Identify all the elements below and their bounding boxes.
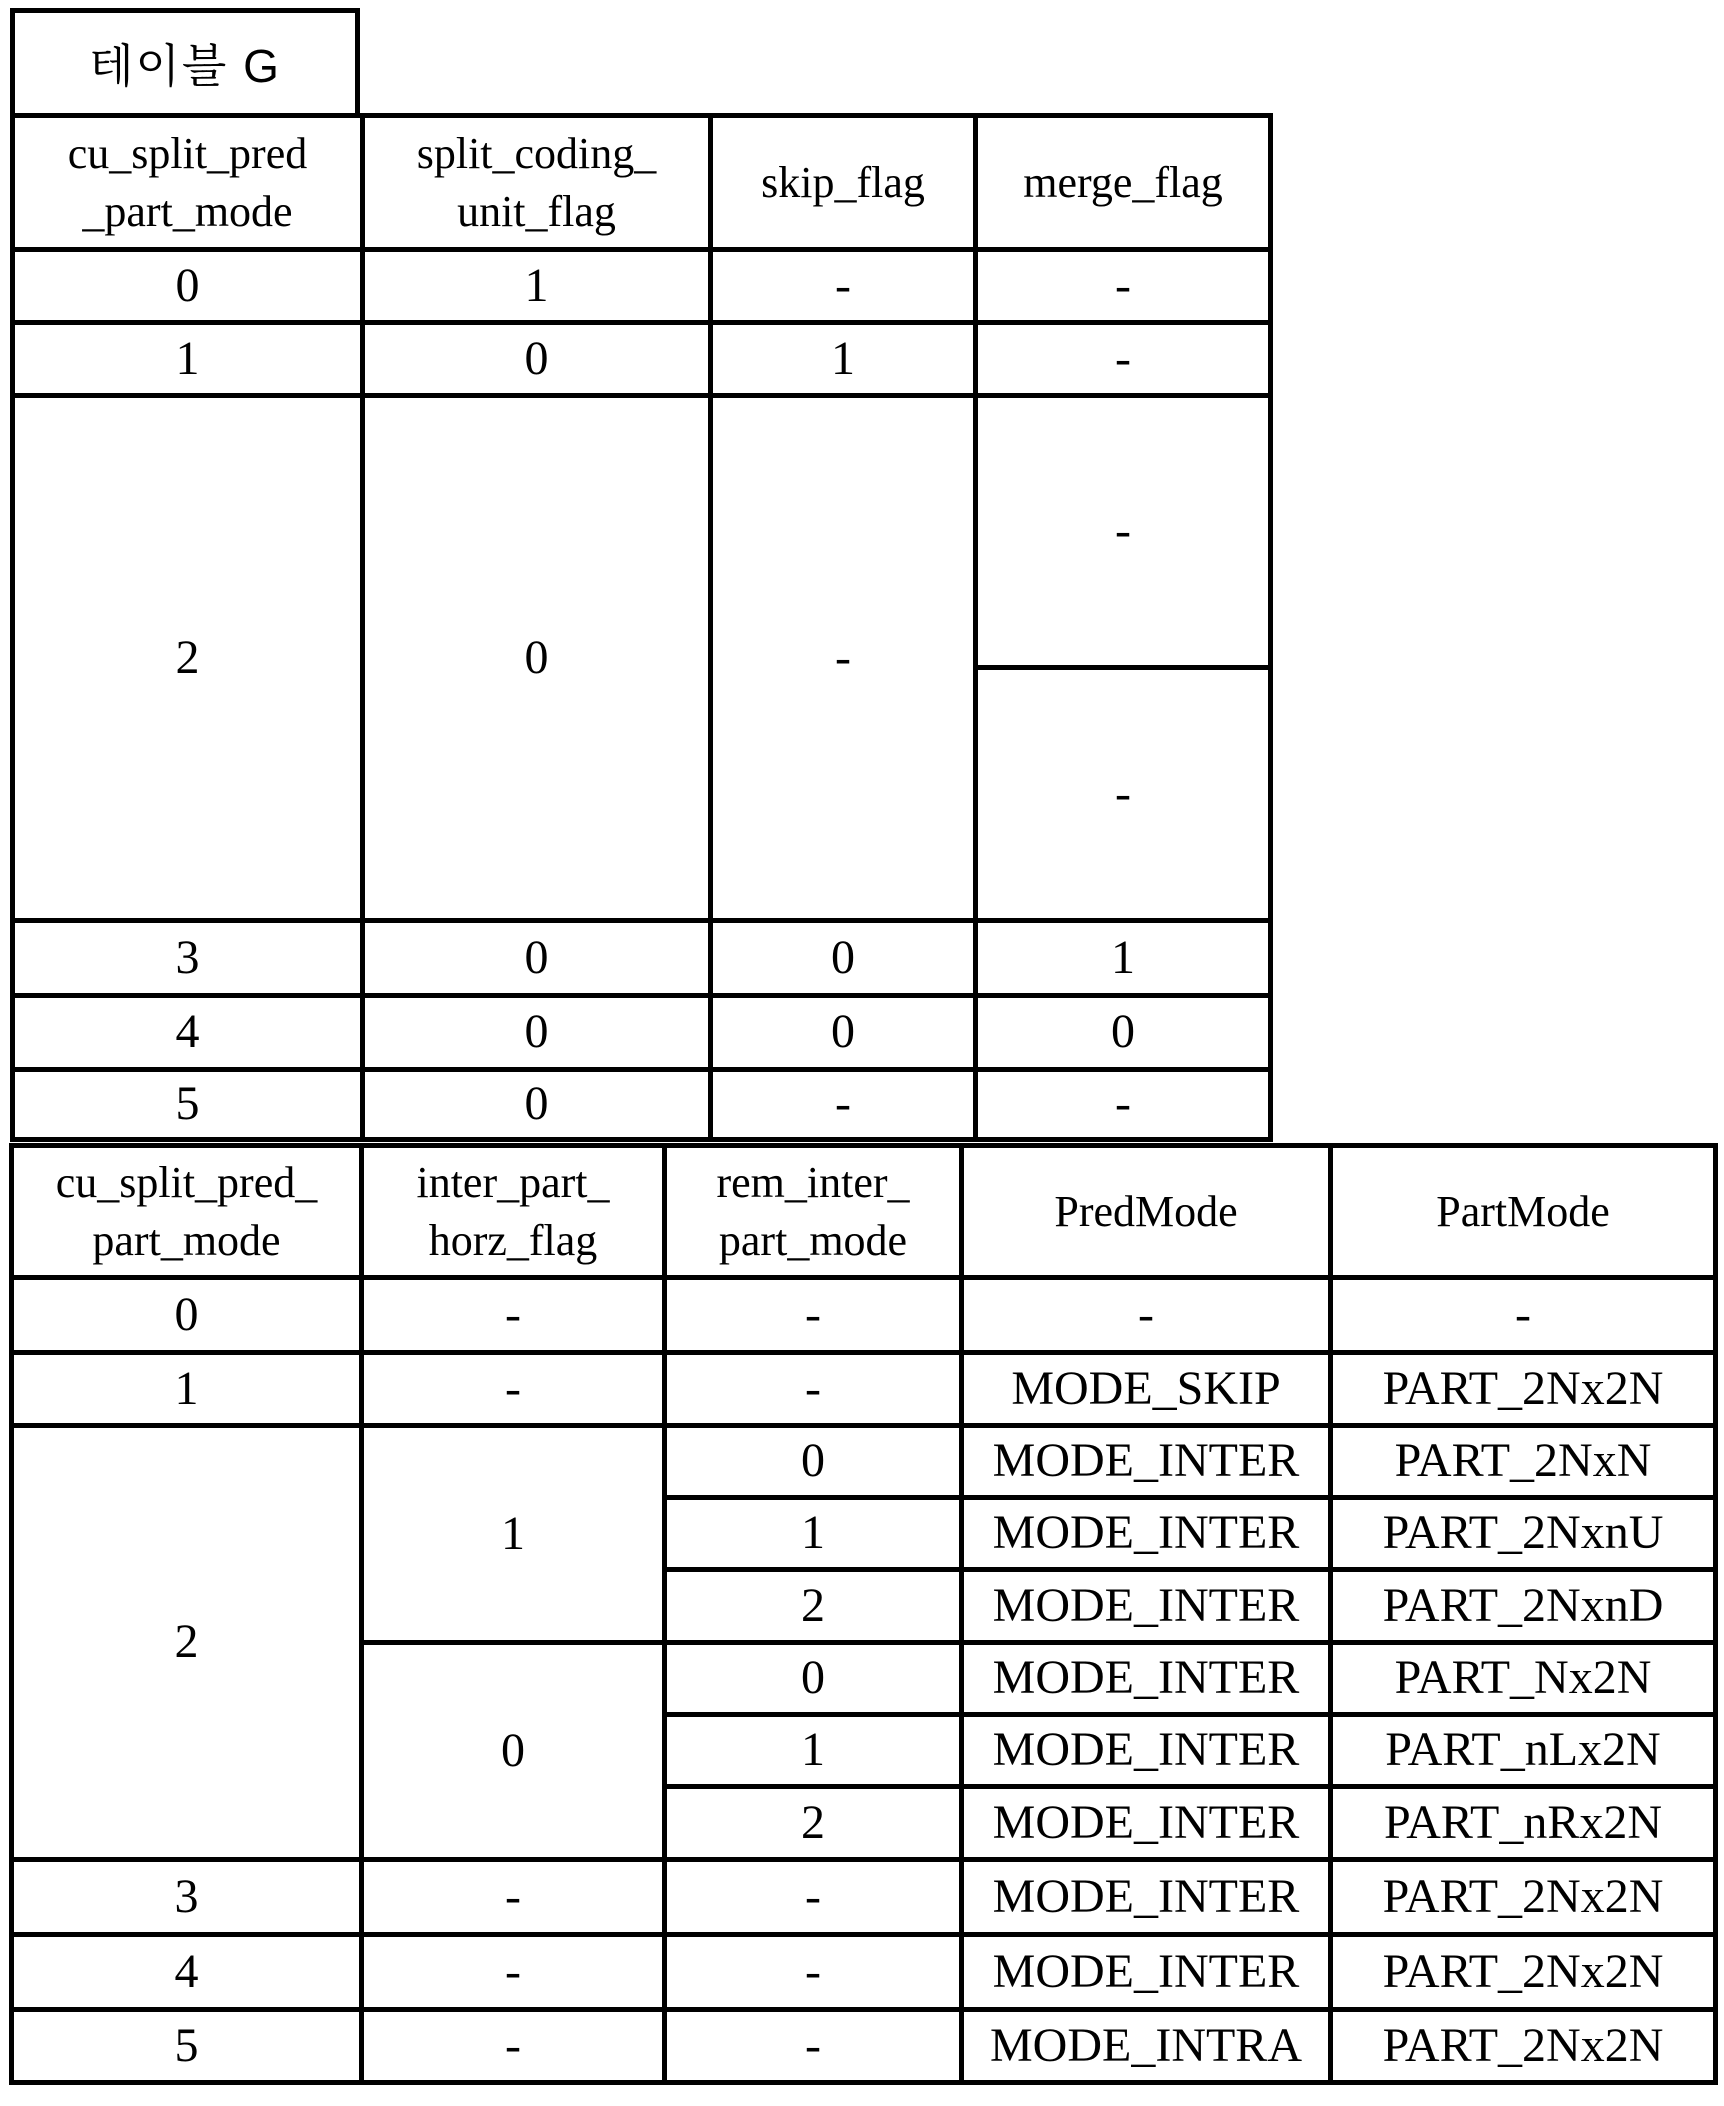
column-header: cu_split_pred _part_mode bbox=[13, 116, 363, 250]
column-header: rem_inter_ part_mode bbox=[665, 1146, 962, 1278]
table-cell: 1 bbox=[363, 250, 711, 323]
table-cell: PART_2NxnD bbox=[1331, 1570, 1716, 1643]
table-row bbox=[12, 1860, 1716, 1935]
column-header: PredMode bbox=[962, 1146, 1331, 1278]
column-header: cu_split_pred_ part_mode bbox=[12, 1146, 362, 1278]
table-cell: MODE_INTER bbox=[962, 1715, 1331, 1787]
table-cell: PART_nLx2N bbox=[1331, 1715, 1716, 1787]
table-cell: 2 bbox=[665, 1787, 962, 1860]
table-cell: - bbox=[665, 1860, 962, 1935]
table-cell: 3 bbox=[12, 1860, 362, 1935]
table-cell: 1 bbox=[13, 323, 363, 396]
table-cell: 0 bbox=[363, 1070, 711, 1140]
table-cell: - bbox=[665, 1278, 962, 1353]
table-cell: 2 bbox=[665, 1570, 962, 1643]
table-cell: PART_2NxN bbox=[1331, 1426, 1716, 1498]
table-header-row bbox=[12, 1146, 1716, 1278]
table-cell: - bbox=[665, 1353, 962, 1426]
table-cell: 1 bbox=[12, 1353, 362, 1426]
table-cell: - bbox=[711, 250, 976, 323]
column-header: skip_flag bbox=[711, 116, 976, 250]
table-cell: MODE_INTRA bbox=[962, 2010, 1331, 2083]
table-cell: 1 bbox=[665, 1715, 962, 1787]
table-row bbox=[12, 1278, 1716, 1353]
table-row bbox=[13, 396, 1271, 668]
table-cell: PART_2Nx2N bbox=[1331, 1353, 1716, 1426]
table-cell: 2 bbox=[13, 396, 363, 921]
table-row bbox=[12, 1935, 1716, 2010]
table-cell: 3 bbox=[13, 921, 363, 996]
table-cell: 4 bbox=[12, 1935, 362, 2010]
column-header: merge_flag bbox=[976, 116, 1271, 250]
table-row bbox=[13, 996, 1271, 1070]
table-cell: 1 bbox=[976, 921, 1271, 996]
table-cell: - bbox=[1331, 1278, 1716, 1353]
table-cell: - bbox=[665, 2010, 962, 2083]
table-cell: 4 bbox=[13, 996, 363, 1070]
table-cell: - bbox=[362, 1860, 665, 1935]
table-cell: MODE_SKIP bbox=[962, 1353, 1331, 1426]
table-cell: - bbox=[962, 1278, 1331, 1353]
table-cell: - bbox=[976, 323, 1271, 396]
table-cell: - bbox=[976, 396, 1271, 668]
table-cell: - bbox=[976, 668, 1271, 921]
table-cell: 0 bbox=[665, 1643, 962, 1715]
column-header: inter_part_ horz_flag bbox=[362, 1146, 665, 1278]
table-cell: 5 bbox=[13, 1070, 363, 1140]
table-cell: - bbox=[711, 1070, 976, 1140]
table-cell: - bbox=[976, 250, 1271, 323]
table-cell: - bbox=[362, 1278, 665, 1353]
table-cell: MODE_INTER bbox=[962, 1643, 1331, 1715]
table-cell: 0 bbox=[363, 323, 711, 396]
table-cell: 0 bbox=[711, 921, 976, 996]
table-cell: - bbox=[362, 1935, 665, 2010]
column-header: split_coding_ unit_flag bbox=[363, 116, 711, 250]
table-cell: 5 bbox=[12, 2010, 362, 2083]
table-header-row bbox=[13, 116, 1271, 250]
flag-decoding-table bbox=[10, 113, 1273, 1142]
table-cell: - bbox=[362, 2010, 665, 2083]
table-cell: MODE_INTER bbox=[962, 1570, 1331, 1643]
table-row bbox=[13, 1070, 1271, 1140]
table-cell: 0 bbox=[12, 1278, 362, 1353]
mode-mapping-table bbox=[9, 1143, 1718, 2085]
table-row bbox=[12, 2010, 1716, 2083]
table-cell: PART_Nx2N bbox=[1331, 1643, 1716, 1715]
table-cell: PART_2Nx2N bbox=[1331, 2010, 1716, 2083]
table-cell: PART_2Nx2N bbox=[1331, 1860, 1716, 1935]
table-cell: 1 bbox=[362, 1426, 665, 1643]
table-row bbox=[12, 1426, 1716, 1498]
table-cell: 0 bbox=[13, 250, 363, 323]
column-header: PartMode bbox=[1331, 1146, 1716, 1278]
table-cell: 0 bbox=[363, 396, 711, 921]
table-cell: MODE_INTER bbox=[962, 1787, 1331, 1860]
table-row bbox=[12, 1353, 1716, 1426]
table-cell: PART_2NxnU bbox=[1331, 1498, 1716, 1570]
table-cell: 2 bbox=[12, 1426, 362, 1860]
table-g-label: 테이블 G bbox=[89, 40, 281, 92]
table-cell: 1 bbox=[711, 323, 976, 396]
table-row bbox=[13, 921, 1271, 996]
table-cell: 0 bbox=[363, 921, 711, 996]
table-cell: - bbox=[362, 1353, 665, 1426]
table-cell: 0 bbox=[665, 1426, 962, 1498]
table-row bbox=[13, 250, 1271, 323]
table-cell: - bbox=[665, 1935, 962, 2010]
table-cell: 1 bbox=[665, 1498, 962, 1570]
table-cell: MODE_INTER bbox=[962, 1860, 1331, 1935]
table-cell: MODE_INTER bbox=[962, 1935, 1331, 2010]
table-cell: 0 bbox=[363, 996, 711, 1070]
table-cell: PART_nRx2N bbox=[1331, 1787, 1716, 1860]
table-cell: 0 bbox=[976, 996, 1271, 1070]
table-cell: 0 bbox=[711, 996, 976, 1070]
table-cell: MODE_INTER bbox=[962, 1426, 1331, 1498]
table-cell: - bbox=[711, 396, 976, 921]
table-g-label-box bbox=[10, 8, 360, 118]
table-cell: 0 bbox=[362, 1643, 665, 1860]
table-cell: - bbox=[976, 1070, 1271, 1140]
table-row bbox=[13, 323, 1271, 396]
table-cell: PART_2Nx2N bbox=[1331, 1935, 1716, 2010]
table-cell: MODE_INTER bbox=[962, 1498, 1331, 1570]
